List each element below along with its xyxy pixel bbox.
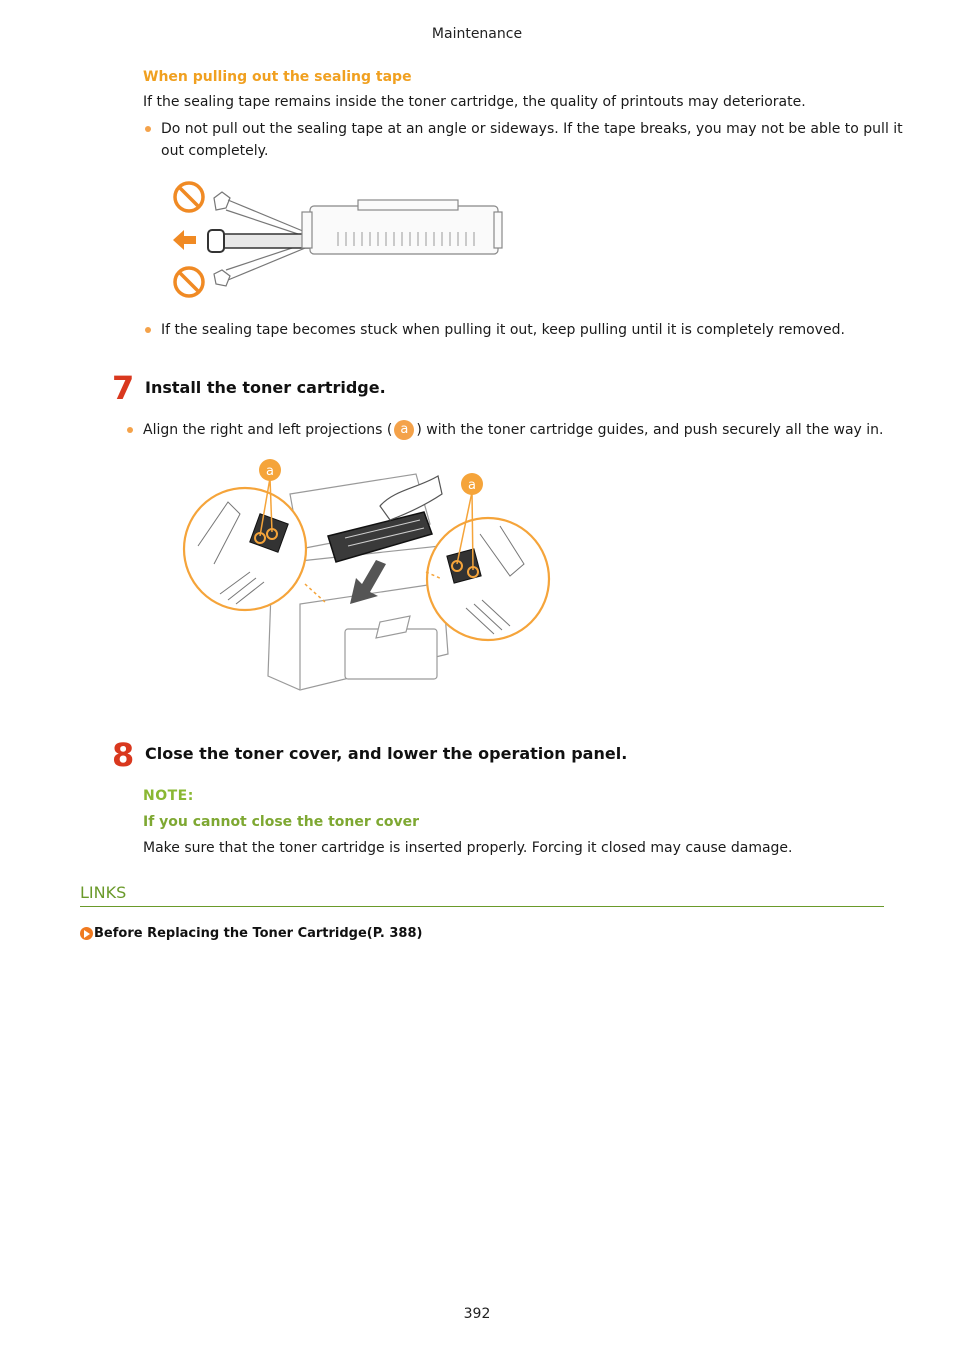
prohibited-icon xyxy=(175,268,203,296)
step-number: 8 xyxy=(112,736,135,774)
links-title: LINKS xyxy=(80,883,127,902)
arrow-left-icon xyxy=(173,230,196,250)
callout-marker-right: a xyxy=(468,478,476,493)
play-arrow-icon xyxy=(80,927,93,940)
install-cartridge-illustration xyxy=(180,454,554,694)
projection-marker: a xyxy=(394,420,414,440)
bullet-dot xyxy=(127,427,133,433)
sealing-tape-heading: When pulling out the sealing tape xyxy=(143,69,412,85)
sealing-tape-bullet2: If the sealing tape becomes stuck when pulling it out, keep pulling until it is completely removed. xyxy=(161,322,845,338)
note-text: Make sure that the toner cartridge is inserted properly. Forcing it closed may cause damage. xyxy=(143,840,793,856)
sealing-tape-bullet1-line2: out completely. xyxy=(161,143,269,159)
link-before-replacing[interactable] xyxy=(80,926,422,941)
bullet-dot xyxy=(145,327,151,333)
step7-instruction xyxy=(143,419,884,441)
note-heading: If you cannot close the toner cover xyxy=(143,814,420,830)
step-title: Install the toner cartridge. xyxy=(145,378,386,397)
running-header: Maintenance xyxy=(431,26,523,42)
bullet-dot xyxy=(145,126,151,132)
step7-instruction-after: ) with the toner cartridge guides, and push securely all the way in. xyxy=(416,422,884,438)
callout-marker-left: a xyxy=(266,464,274,479)
step7-instruction-before: Align the right and left projections ( xyxy=(143,422,393,438)
link-label: Before Replacing the Toner Cartridge(P. 388) xyxy=(94,926,423,941)
step-title: Close the toner cover, and lower the operation panel. xyxy=(145,744,628,763)
sealing-tape-illustration xyxy=(168,176,504,302)
sealing-tape-bullet1-line1: Do not pull out the sealing tape at an angle or sideways. If the tape breaks, you may not be able to pull it xyxy=(161,121,903,137)
note-label: NOTE: xyxy=(143,788,194,804)
step-number: 7 xyxy=(112,369,135,407)
links-divider xyxy=(80,906,884,907)
prohibited-icon xyxy=(175,183,203,211)
sealing-tape-intro: If the sealing tape remains inside the toner cartridge, the quality of printouts may deteriorate. xyxy=(143,94,806,110)
page-number: 392 xyxy=(463,1306,491,1322)
